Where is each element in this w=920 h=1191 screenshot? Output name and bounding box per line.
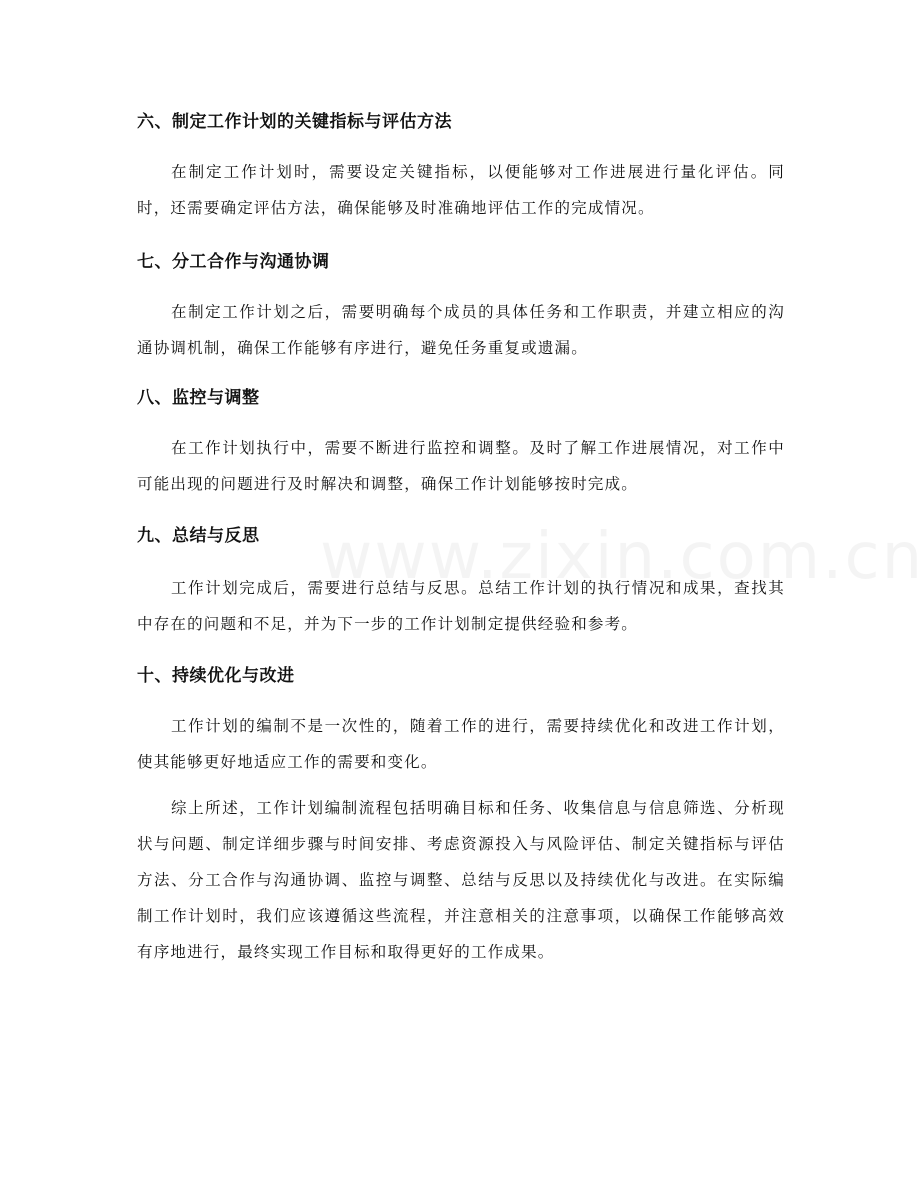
section-paragraph-9: 工作计划完成后，需要进行总结与反思。总结工作计划的执行情况和成果，查找其中存在的问题和不足，并为下一步的工作计划制定提供经验和参考。: [137, 579, 785, 633]
section-paragraph-6: 在制定工作计划时，需要设定关键指标，以便能够对工作进展进行量化评估。同时，还需要确定评估方法，确保能够及时准确地评估工作的完成情况。: [137, 163, 785, 217]
section-heading-8: 八、监控与调整: [137, 388, 260, 408]
section-heading-9: 九、总结与反思: [137, 526, 260, 546]
section-heading-7: 七、分工合作与沟通协调: [137, 252, 330, 272]
section-paragraph-8: 在工作计划执行中，需要不断进行监控和调整。及时了解工作进展情况，对工作中可能出现的问题进行及时解决和调整，确保工作计划能够按时完成。: [137, 439, 785, 493]
section-paragraph-7: 在制定工作计划之后，需要明确每个成员的具体任务和工作职责，并建立相应的沟通协调机制，确保工作能够有序进行，避免任务重复或遗漏。: [137, 303, 785, 357]
section-heading-6: 六、制定工作计划的关键指标与评估方法: [137, 112, 452, 132]
section-heading-10: 十、持续优化与改进: [137, 666, 295, 686]
summary-paragraph: 综上所述，工作计划编制流程包括明确目标和任务、收集信息与信息筛选、分析现状与问题、制定详细步骤与时间安排、考虑资源投入与风险评估、制定关键指标与评估方法、分工合作与沟通协调、监控与调整、总结与反思以及持续优化与改进。在实际编制工作计划时，我们应该遵循这些流程，并注意相关的注意事项，以确保工作能够高效有序地进行，最终实现工作目标和取得更好的工作成果。: [137, 799, 785, 961]
section-paragraph-10: 工作计划的编制不是一次性的，随着工作的进行，需要持续优化和改进工作计划，使其能够更好地适应工作的需要和变化。: [137, 717, 785, 771]
